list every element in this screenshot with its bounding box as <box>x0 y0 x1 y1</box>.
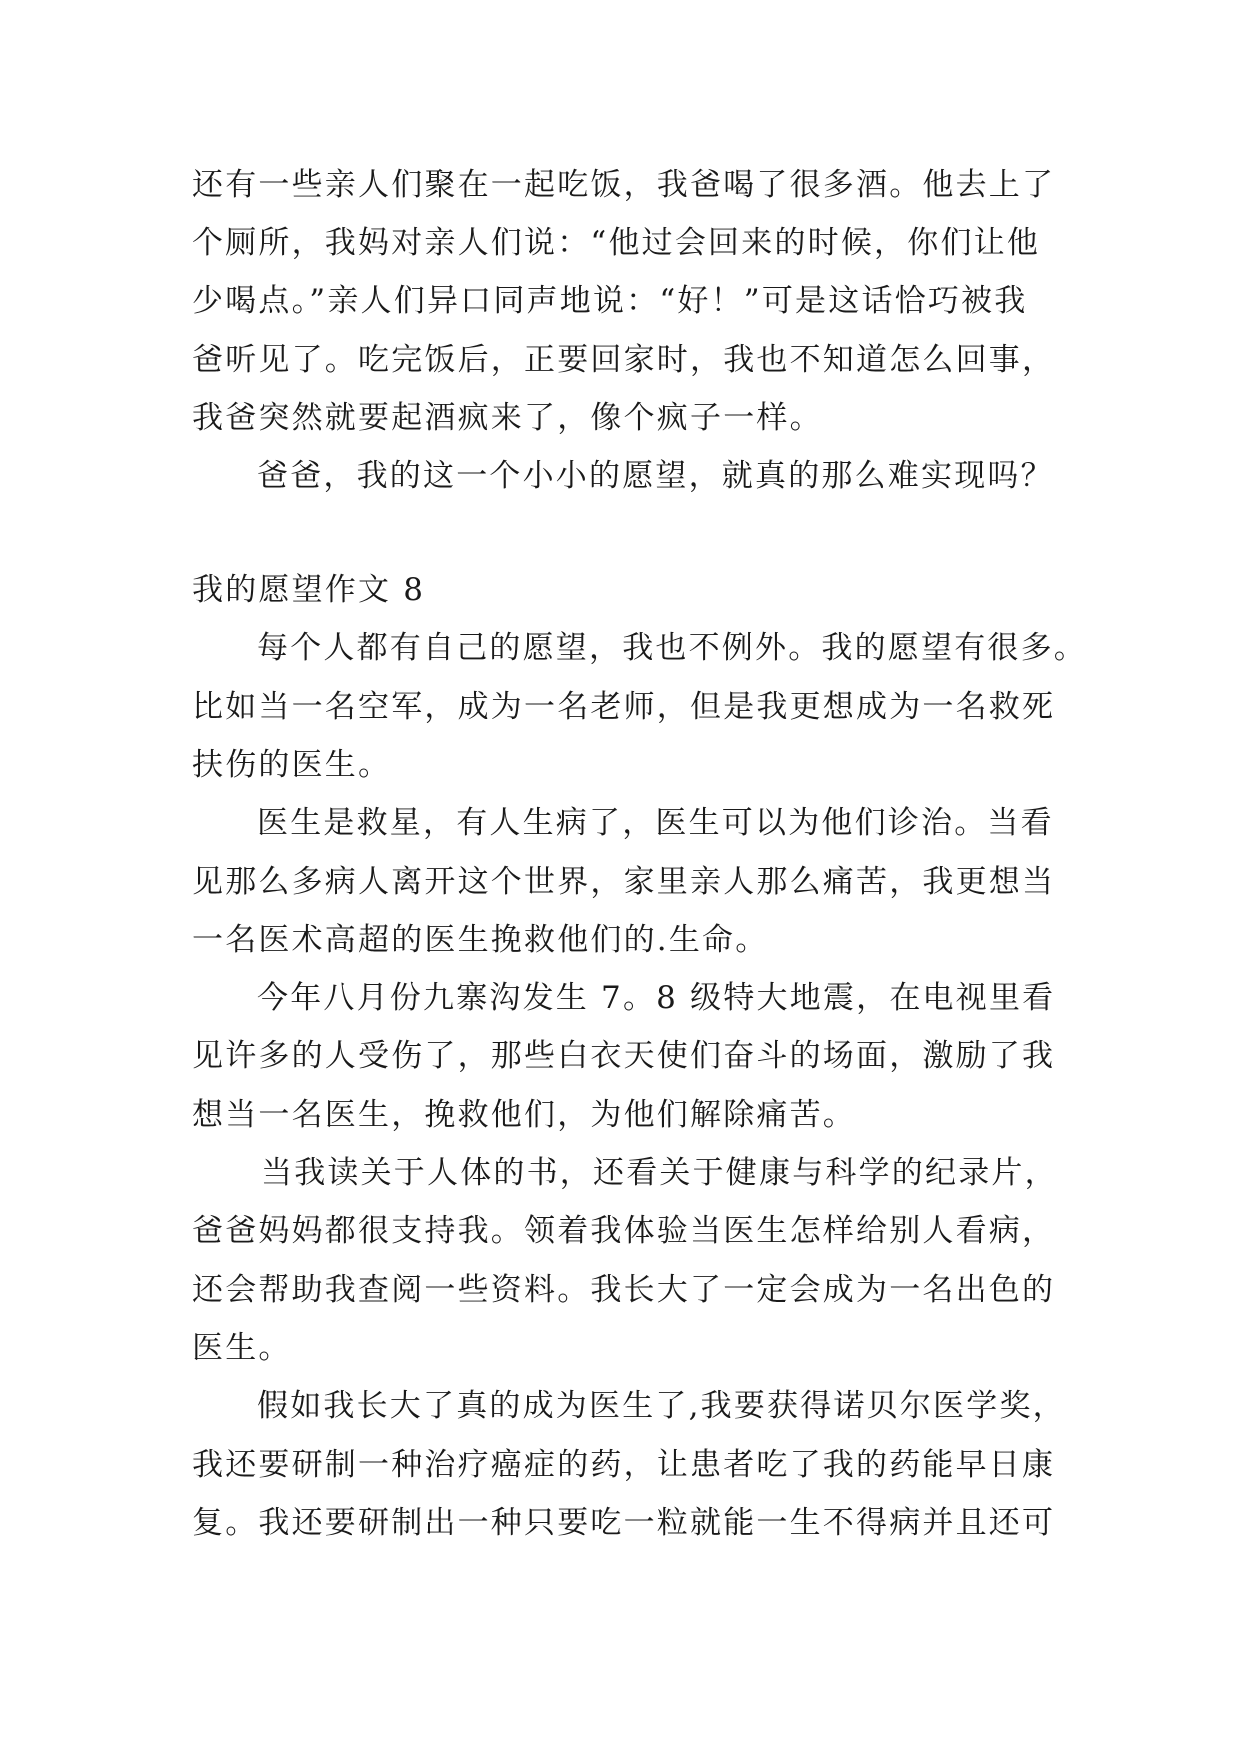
text-line: 医生是救星，有人生病了，医生可以为他们诊治。当看 <box>257 805 1054 841</box>
text-line: 比如当一名空军，成为一名老师，但是我更想成为一名救死 <box>192 689 1056 725</box>
text-line: 假如我长大了真的成为医生了,我要获得诺贝尔医学奖， <box>257 1388 1066 1424</box>
text-line: 爸爸，我的这一个小小的愿望，就真的那么难实现吗？ <box>257 458 1054 494</box>
text-line: 扶伤的医生。 <box>192 747 392 783</box>
text-line: 少喝点。”亲人们异口同声地说：“好！”可是这话恰巧被我 <box>192 283 1028 319</box>
text-line: 医生。 <box>192 1330 292 1366</box>
text-line: 每个人都有自己的愿望，我也不例外。我的愿望有很多。 <box>257 630 1087 666</box>
text-line: 还会帮助我查阅一些资料。我长大了一定会成为一名出色的 <box>192 1272 1056 1308</box>
text-line: 我爸突然就要起酒疯来了，像个疯子一样。 <box>192 400 823 436</box>
text-line: 见许多的人受伤了，那些白衣天使们奋斗的场面，激励了我 <box>192 1038 1056 1074</box>
text-line: 复。我还要研制出一种只要吃一粒就能一生不得病并且还可 <box>192 1505 1056 1541</box>
section-heading: 我的愿望作文 8 <box>192 572 426 608</box>
text-line: 今年八月份九寨沟发生 7。8 级特大地震，在电视里看 <box>257 980 1056 1016</box>
text-line: 我还要研制一种治疗癌症的药，让患者吃了我的药能早日康 <box>192 1447 1056 1483</box>
text-line: 爸爸妈妈都很支持我。领着我体验当医生怎样给别人看病， <box>192 1213 1056 1249</box>
text-line: 还有一些亲人们聚在一起吃饭，我爸喝了很多酒。他去上了 <box>192 167 1056 203</box>
text-line: 一名医术高超的医生挽救他们的.生命。 <box>192 922 769 958</box>
text-line: 见那么多病人离开这个世界，家里亲人那么痛苦，我更想当 <box>192 864 1056 900</box>
text-line: 爸听见了。吃完饭后，正要回家时，我也不知道怎么回事， <box>192 342 1056 378</box>
text-line: 当我读关于人体的书，还看关于健康与科学的纪录片， <box>261 1155 1058 1191</box>
text-line: 想当一名医生，挽救他们，为他们解除痛苦。 <box>192 1097 856 1133</box>
text-line: 个厕所，我妈对亲人们说：“他过会回来的时候，你们让他 <box>192 225 1041 261</box>
